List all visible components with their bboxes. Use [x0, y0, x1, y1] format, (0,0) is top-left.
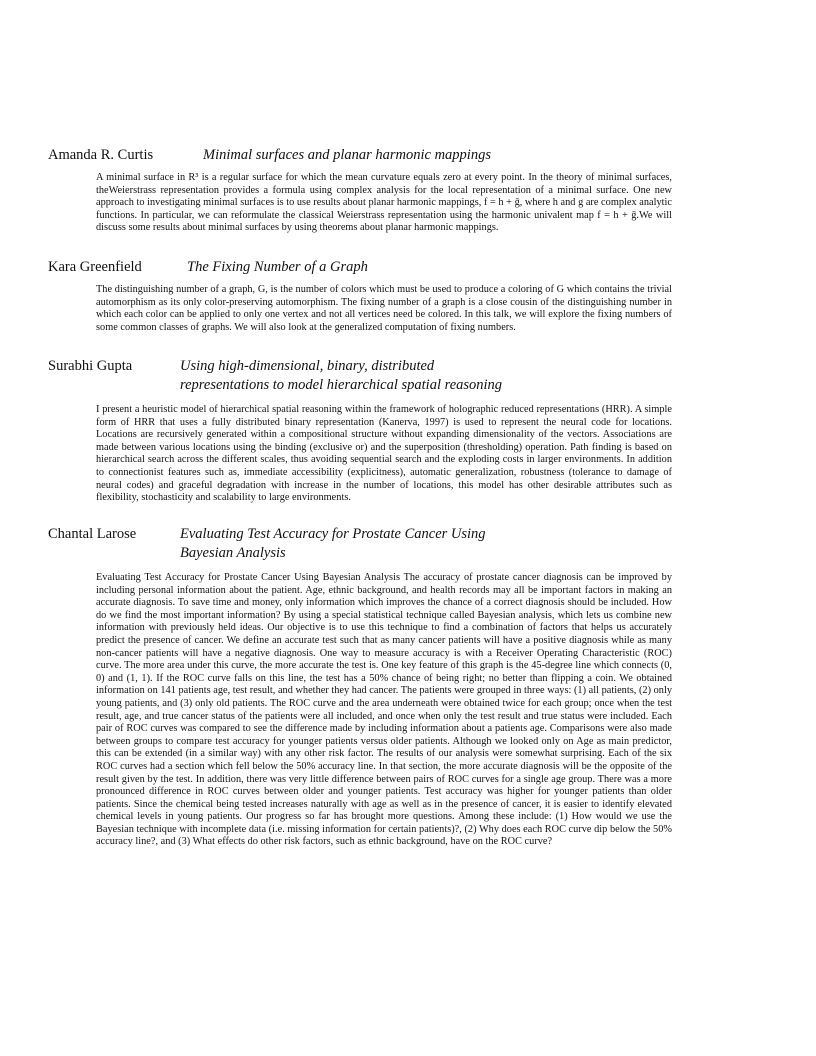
abstract-text: Evaluating Test Accuracy for Prostate Cancer Using Bayesian Analysis The accuracy of prostate cancer diagnosis can be improved by including personal information about the patient. Age, ethnic background, and health records may all be important factors in making an accurate diagnosis. To save time and money, only information which improves the chance of a correct diagnosis should be included. How do we find the most important information? By using a special statistical technique called Bayesian analysis, which lets us combine new information with previously held ideas. Our objective is to use this technique to find a combination of factors that helps us accurately predict the presence of cancer. We define an accurate test such that as many cancer patients will have a positive diagnosis while as many non-cancer patients will have a negative diagnosis. One way to measure accuracy is with a Receiver Operating Characteristic (ROC) curve. The more area under this curve, the more accurate the test is. One key feature of this graph is the 45-degree line which connects (0, 0) and (1, 1). If the ROC curve falls on this line, the test has a 50% chance of being right; no better than flipping a coin. We obtained information on 141 patients age, test result, and whether they had cancer. The patients were grouped in three ways: (1) all patients, (2) only young patients, and (3) only old patients. The ROC curve and the area underneath were obtained twice for each group; once when the test result, age, and true cancer status of the patients were all included, and once when only the test result and true status were included. Each pair of ROC curves was compared to see the difference made by including information about a patients age. Comparisons were also made between groups to compare test accuracy for younger patients versus older patients. Although we looked only on Age as main predictor, this can be extended (in a similar way) with any other risk factor. The results of our analysis were somewhat surprising. Each of the six ROC curves had a section which fell below the 50% accuracy line. In that section, the more accurate diagnosis will be the opposite of the result given by the test. In addition, there was very little difference between pairs of ROC curves for a single age group. There was a more pronounced difference in ROC curves between older and younger patients. Test accuracy was higher for younger patients than older patients. Since the chemical being tested increases naturally with age as well as in the presence of cancer, it is easier to identify elevated chemical levels in young patients. Our progress so far has brought more questions. Among these include: (1) How would we use the Bayesian technique with incomplete data (i.e. missing information for certain patients)?, (2) Why does each ROC curve dip below the 50% accuracy line?, and (3) What effects do other risk factors, such as ethnic background, have on the ROC curve? — [96, 572, 672, 848]
author-name: Chantal Larose — [48, 526, 137, 542]
abstract-entry — [48, 357, 672, 505]
title-line: The Fixing Number of a Graph — [187, 259, 368, 275]
title-line: Evaluating Test Accuracy for Prostate Cancer Using — [180, 526, 486, 542]
author-name: Amanda R. Curtis — [48, 147, 154, 163]
author-name: Surabhi Gupta — [48, 358, 133, 374]
author-name: Kara Greenfield — [48, 259, 142, 275]
title-line: Using high-dimensional, binary, distributed — [180, 358, 435, 374]
talk-title — [180, 525, 672, 563]
abstract-entry — [48, 146, 672, 235]
talk-title — [203, 146, 672, 165]
abstract-text: I present a heuristic model of hierarchical spatial reasoning within the framework of holographic reduced representations (HRR). A simple form of HRR that uses a fully distributed binary representation (Kanerva, 1997) is used to represent the neural code for locations. Locations are recursively generated within a compositional structure without expanding dimensionality of the vectors. Associations are made between various locations using the binding (exclusive or) and the superposition (thresholding) operation. Path finding is based on hierarchical search across the different scales, thus avoiding sequential search and the exploding costs in larger environments. In addition to connectionist features such as, immediate accessibility (explicitness), automatic generalization, robustness (tolerance to damage of neural codes) and graceful degradation with increase in the number of locations, this model has other desirable attributes such as flexibility, stochasticity and scalability to large environments. — [96, 404, 672, 504]
entry-header — [48, 258, 672, 277]
entry-header — [48, 146, 672, 165]
abstract-entry — [48, 258, 672, 334]
title-line: Bayesian Analysis — [180, 545, 286, 561]
title-line: Minimal surfaces and planar harmonic mappings — [203, 147, 491, 163]
talk-title — [187, 258, 672, 277]
entry-header — [48, 525, 672, 563]
abstract-entry — [48, 525, 672, 849]
title-line: representations to model hierarchical spatial reasoning — [180, 377, 503, 393]
abstract-text: A minimal surface in R³ is a regular surface for which the mean curvature equals zero at every point. In the theory of minimal surfaces, theWeierstrass representation provides a formula using complex analysis for the local representation of a minimal surface. One new approach to investigating minimal surfaces is to use results about planar harmonic mappings, f = h + ḡ, where h and g are complex analytic functions. In particular, we can reformulate the classical Weierstrass representation using the harmonic univalent map f = h + ḡ.We will discuss some results about minimal surfaces by using theorems about planar harmonic mappings. — [96, 172, 672, 234]
entry-header — [48, 357, 672, 395]
talk-title — [180, 357, 672, 395]
abstract-text: The distinguishing number of a graph, G, is the number of colors which must be used to produce a coloring of G which contains the trivial automorphism as its only color-preserving automorphism. The fixing number of a graph is a close cousin of the distinguishing number in which each color can be applied to only one vertex and not all vertices need be colored. In this talk, we will explore the fixing numbers of some common classes of graphs. We will also look at the generalized computation of fixing numbers. — [96, 284, 672, 333]
